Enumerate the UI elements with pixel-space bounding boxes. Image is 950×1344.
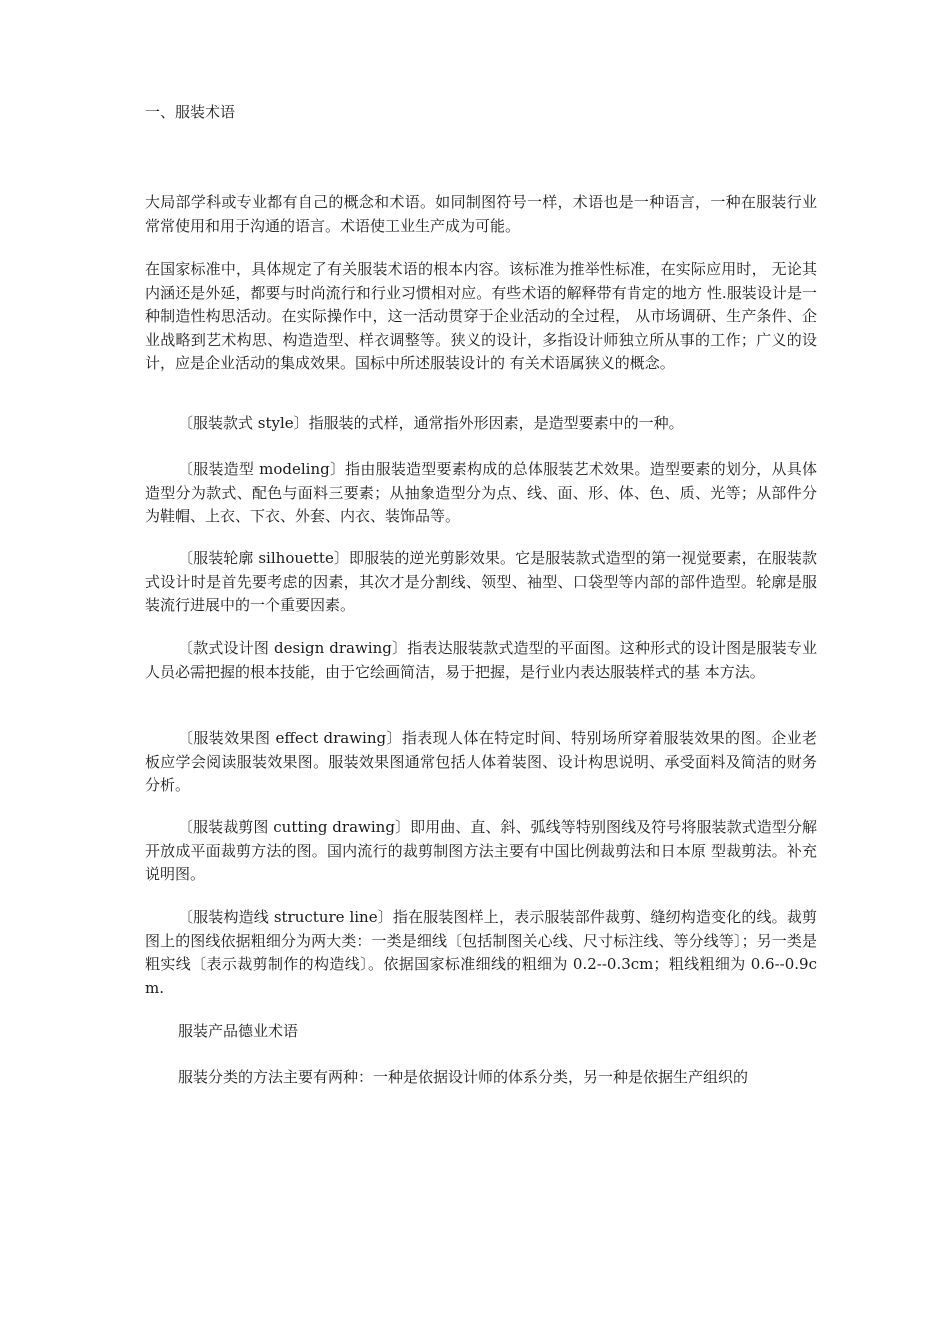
paragraph-modeling: 〔服装造型 modeling〕指由服装造型要素构成的总体服装艺术效果。造型要素的划分，从具体造型分为款式、配色与面料三要素；从抽象造型分为点、线、面、形、体、色、质、光等；从部件分为鞋帽、上衣、下衣、外套、内衣、装饰品等。 — [145, 460, 817, 525]
paragraph-style: 〔服装款式 style〕指服装的式样，通常指外形因素，是造型要素中的一种。 — [178, 414, 684, 432]
paragraph-structure-line: 〔服装构造线 structure line〕指在服装图样上，表示服装部件裁剪、缝纫构造变化的线。裁剪图上的图线依据粗细分为两大类：一类是细线〔包括制图关心线、尺寸标注线、等分线等〕；另一类是粗实线〔表示裁剪制作的构造线〕。依据国家标准细线的粗细为 0.2--0.3cm；粗线粗细为 0.6--0.9cm. — [145, 908, 817, 997]
paragraph-effect-drawing: 〔服装效果图 effect drawing〕指表现人体在特定时间、特别场所穿着服装效果的图。企业老板应学会阅读服装效果图。服装效果图通常包括人体着装图、设计构思说明、承受面料及简洁的财务分析。 — [145, 729, 817, 794]
paragraph-intro: 大局部学科或专业都有自己的概念和术语。如同制图符号一样，术语也是一种语言，一种在服装行业常常使用和用于沟通的语言。术语使工业生产成为可能。 — [145, 193, 817, 235]
section-heading: 一、服装术语 — [145, 103, 236, 121]
paragraph-national-standard: 在国家标准中，具体规定了有关服装术语的根本内容。该标准为推举性标准，在实际应用时， 无论其内涵还是外延，都要与时尚流行和行业习惯相对应。有些术语的解释带有肯定的地方 性.服装设计是一种制造性构思活动。在实际操作中，这一活动贯穿于企业活动的全过程， 从市场调研、生产条件、企业战略到艺术构思、构造造型、样衣调整等。狭义的设计，多指设计师独立所从事的工作；广义的设计，应是企业活动的集成效果。国标中所述服装设计的 有关术语属狭义的概念。 — [145, 260, 817, 372]
paragraph-silhouette: 〔服装轮廓 silhouette〕即服装的逆光剪影效果。它是服装款式造型的第一视觉要素，在服装款式设计时是首先要考虑的因素，其次才是分割线、领型、袖型、口袋型等内部的部件造型。轮廓是服装流行进展中的一个重要因素。 — [145, 549, 817, 614]
paragraph-cutting-drawing: 〔服装裁剪图 cutting drawing〕即用曲、直、斜、弧线等特别图线及符号将服装款式造型分解开放成平面裁剪方法的图。国内流行的裁剪制图方法主要有中国比例裁剪法和日本原 型裁剪法。补充说明图。 — [145, 818, 817, 883]
paragraph-subheading: 服装产品德业术语 — [178, 1022, 299, 1040]
paragraph-classification: 服装分类的方法主要有两种：一种是依据设计师的体系分类，另一种是依据生产组织的 — [178, 1068, 749, 1086]
paragraph-design-drawing: 〔款式设计图 design drawing〕指表达服装款式造型的平面图。这种形式的设计图是服装专业人员必需把握的根本技能，由于它绘画简洁，易于把握，是行业内表达服装样式的基 本方法。 — [145, 639, 817, 681]
